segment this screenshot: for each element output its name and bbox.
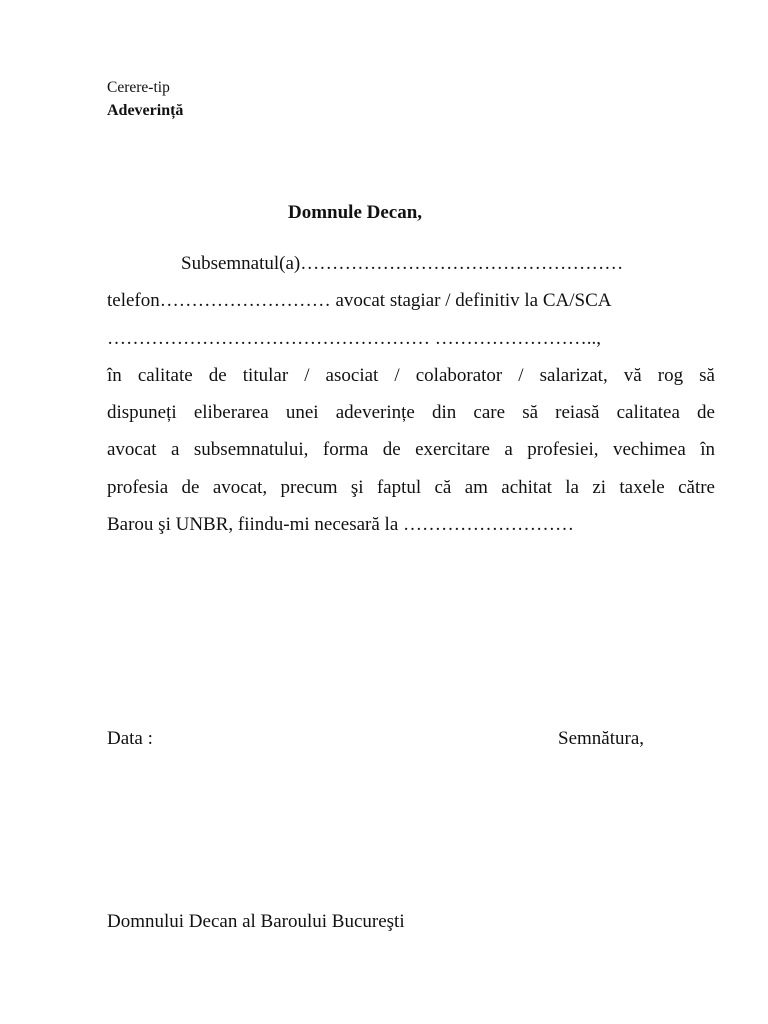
body-line-request: dispuneți eliberarea unei adeverințe din care să reiasă calitatea de [107, 402, 715, 423]
body-line-purpose: Barou şi UNBR, fiindu-mi necesară la ……………………… [107, 514, 575, 535]
body-line-taxes: profesia de avocat, precum şi faptul că am achitat la zi taxele către [107, 477, 715, 498]
form-type-label: Cerere-tip [107, 79, 170, 96]
body-line-capacity: în calitate de titular / asociat / colaborator / salarizat, vă rog să [107, 365, 715, 386]
body-line-name: Subsemnatul(a)…………………………………………… [181, 253, 624, 274]
body-line-details: avocat a subsemnatului, forma de exercitare a profesiei, vechimea în [107, 439, 715, 460]
date-label: Data : [107, 728, 153, 749]
body-line-phone: telefon……………………… avocat stagiar / definitiv la CA/SCA [107, 290, 612, 311]
signature-label: Semnătura, [558, 728, 645, 749]
addressee-line: Domnului Decan al Baroului Bucureşti [107, 911, 405, 932]
body-line-blanks: …………………………………………… …………………….., [107, 328, 601, 349]
document-name: Adeverință [107, 102, 184, 119]
salutation-title: Domnule Decan, [288, 202, 423, 223]
